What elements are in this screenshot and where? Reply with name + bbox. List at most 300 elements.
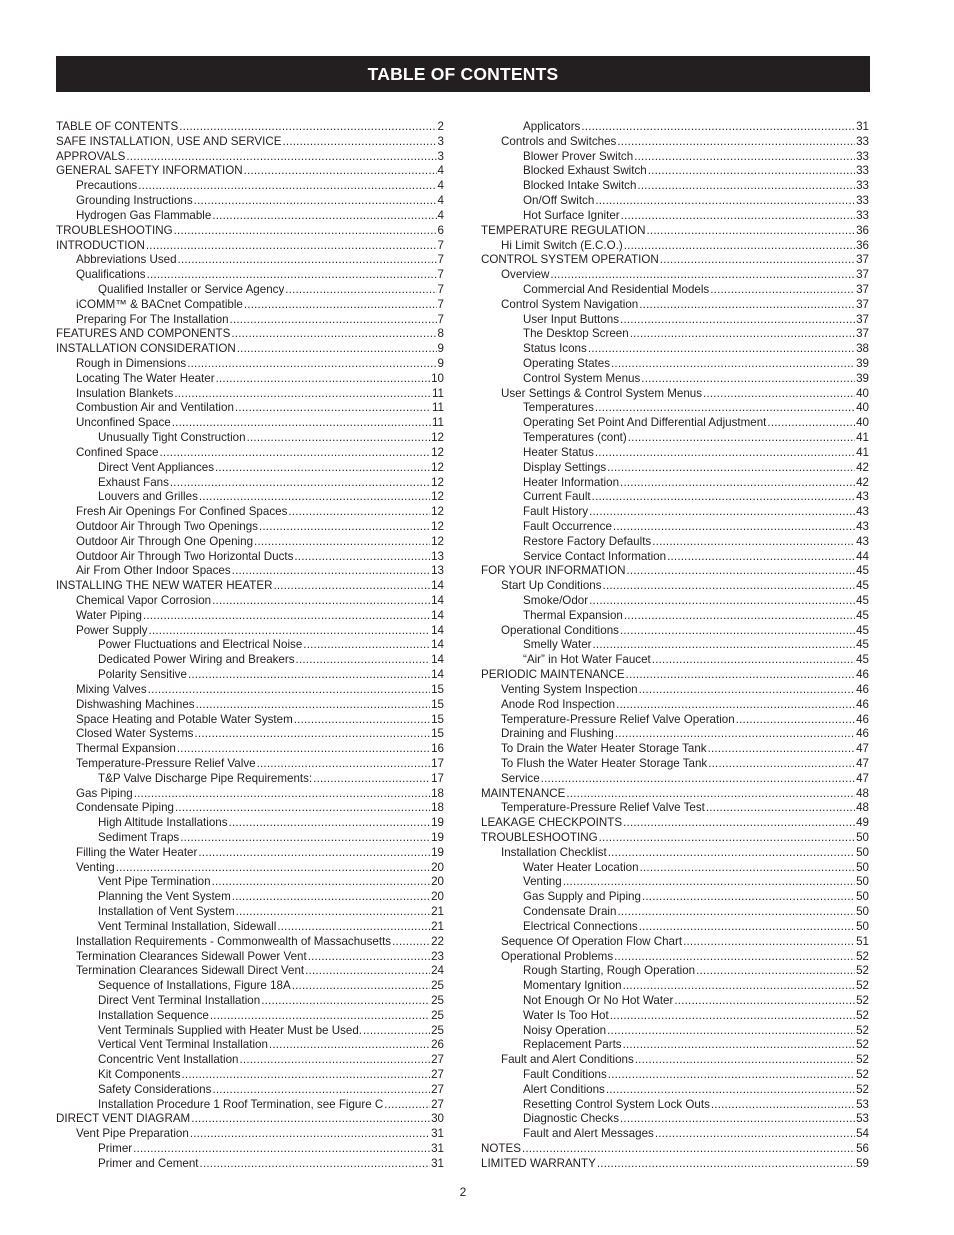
toc-dot-leader: [133, 787, 430, 802]
toc-entry-title: Condensate Piping: [76, 801, 174, 815]
toc-entry[interactable]: [481, 950, 869, 965]
toc-entry[interactable]: [481, 357, 869, 372]
toc-entry-title: Controls and Switches: [501, 134, 617, 148]
toc-dot-leader: [596, 1157, 855, 1172]
toc-entry[interactable]: [481, 490, 869, 505]
toc-entry[interactable]: [56, 550, 444, 565]
toc-entry[interactable]: [481, 579, 869, 594]
toc-entry-title: Heater Status: [523, 445, 594, 459]
toc-entry-page: 52: [856, 1038, 869, 1052]
toc-entry[interactable]: [56, 164, 444, 179]
toc-entry[interactable]: [56, 268, 444, 283]
toc-entry-title: Applicators: [523, 120, 581, 133]
toc-dot-leader: [236, 342, 437, 357]
toc-entry-title: Installation of Vent System: [98, 905, 235, 919]
toc-entry-title: INSTALLATION CONSIDERATION: [56, 342, 236, 356]
toc-entry[interactable]: [56, 1112, 444, 1127]
toc-entry-title: Confined Space: [76, 445, 159, 459]
toc-entry-page: 33: [856, 208, 869, 222]
toc-dot-leader: [256, 757, 431, 772]
toc-entry[interactable]: [56, 431, 444, 446]
toc-entry-page: 25: [431, 993, 444, 1007]
toc-entry-page: 59: [856, 1156, 869, 1170]
toc-entry[interactable]: [56, 950, 444, 965]
toc-entry[interactable]: [481, 476, 869, 491]
toc-entry[interactable]: [56, 1024, 444, 1039]
toc-entry[interactable]: [481, 1068, 869, 1083]
toc-dot-leader: [602, 579, 856, 594]
toc-entry[interactable]: [56, 520, 444, 535]
toc-entry[interactable]: [56, 964, 444, 979]
toc-entry[interactable]: [56, 150, 444, 165]
toc-dot-leader: [666, 550, 855, 565]
toc-entry-page: 50: [856, 890, 869, 904]
toc-entry[interactable]: [56, 135, 444, 150]
toc-entry[interactable]: [56, 875, 444, 890]
toc-entry-page: 15: [431, 712, 444, 726]
toc-entry[interactable]: [56, 905, 444, 920]
toc-entry-title: Safety Considerations: [98, 1082, 212, 1096]
toc-entry-page: 19: [431, 831, 444, 844]
toc-entry-title: Concentric Vent Installation: [98, 1053, 239, 1067]
toc-entry[interactable]: [56, 772, 444, 787]
toc-entry-page: 40: [856, 416, 869, 430]
toc-entry[interactable]: [56, 1083, 444, 1098]
toc-entry[interactable]: [481, 179, 869, 194]
toc-entry[interactable]: [56, 787, 444, 802]
toc-dot-leader: [562, 875, 855, 890]
toc-entry[interactable]: [481, 801, 869, 816]
toc-entry[interactable]: [481, 683, 869, 698]
toc-dot-leader: [260, 994, 430, 1009]
toc-dot-leader: [622, 979, 856, 994]
toc-entry[interactable]: [56, 490, 444, 505]
toc-entry[interactable]: [56, 713, 444, 728]
toc-entry[interactable]: [481, 653, 869, 668]
toc-entry[interactable]: [56, 831, 444, 846]
toc-entry[interactable]: [481, 920, 869, 935]
toc-entry[interactable]: [56, 1098, 444, 1113]
toc-dot-leader: [607, 1068, 855, 1083]
toc-entry[interactable]: [56, 935, 444, 950]
toc-entry-page: 7: [437, 268, 444, 282]
toc-entry-page: 18: [431, 801, 444, 815]
toc-entry[interactable]: [56, 1127, 444, 1142]
toc-entry-page: 33: [856, 164, 869, 178]
toc-dot-leader: [605, 1083, 855, 1098]
toc-dot-leader: [607, 846, 855, 861]
toc-entry[interactable]: [481, 594, 869, 609]
toc-entry[interactable]: [56, 668, 444, 683]
toc-entry[interactable]: [481, 1024, 869, 1039]
toc-entry[interactable]: [481, 1142, 869, 1157]
toc-entry-title: Water Is Too Hot: [523, 1008, 609, 1022]
toc-dot-leader: [115, 861, 430, 876]
toc-dot-leader: [640, 372, 855, 387]
toc-entry[interactable]: [56, 179, 444, 194]
toc-entry[interactable]: [56, 861, 444, 876]
toc-entry[interactable]: [481, 979, 869, 994]
toc-entry-page: 31: [431, 1127, 444, 1141]
toc-entry[interactable]: [56, 372, 444, 387]
toc-entry[interactable]: [56, 742, 444, 757]
toc-dot-leader: [282, 135, 437, 150]
toc-entry-page: 15: [431, 682, 444, 696]
toc-entry[interactable]: [56, 1142, 444, 1157]
toc-dot-leader: [619, 624, 855, 639]
toc-entry[interactable]: [56, 638, 444, 653]
toc-dot-leader: [258, 520, 430, 535]
toc-entry[interactable]: [56, 239, 444, 254]
toc-entry[interactable]: [481, 313, 869, 328]
toc-dot-leader: [619, 1112, 855, 1127]
toc-entry-title: Smoke/Odor: [523, 594, 589, 607]
toc-entry-page: 52: [856, 1053, 869, 1067]
toc-dot-leader: [615, 698, 855, 713]
toc-entry[interactable]: [481, 120, 869, 135]
toc-dot-leader: [293, 713, 430, 728]
toc-entry-page: 6: [437, 223, 444, 237]
toc-entry[interactable]: [56, 194, 444, 209]
toc-entry-title: Dishwashing Machines: [76, 697, 195, 711]
toc-entry[interactable]: [481, 431, 869, 446]
toc-entry-title: To Flush the Water Heater Storage Tank: [501, 756, 708, 770]
toc-entry[interactable]: [56, 594, 444, 609]
toc-dot-leader: [619, 313, 855, 328]
toc-entry[interactable]: [481, 1098, 869, 1113]
toc-entry[interactable]: [56, 816, 444, 831]
toc-entry[interactable]: [56, 327, 444, 342]
toc-entry[interactable]: [56, 535, 444, 550]
toc-entry[interactable]: [481, 387, 869, 402]
toc-dot-leader: [231, 890, 430, 905]
toc-entry[interactable]: [481, 668, 869, 683]
toc-entry-title: Outdoor Air Through One Opening: [76, 534, 254, 548]
toc-entry[interactable]: [56, 1157, 444, 1172]
toc-entry[interactable]: [481, 831, 869, 846]
toc-dot-leader: [169, 476, 430, 491]
toc-entry[interactable]: [481, 698, 869, 713]
toc-entry[interactable]: [56, 609, 444, 624]
toc-entry-page: 20: [431, 875, 444, 889]
toc-entry[interactable]: [481, 550, 869, 565]
toc-dot-leader: [234, 401, 431, 416]
toc-dot-leader: [588, 505, 855, 520]
toc-entry-title: The Desktop Screen: [523, 327, 629, 341]
toc-entry[interactable]: [56, 401, 444, 416]
toc-entry-page: 37: [856, 297, 869, 311]
toc-dot-leader: [616, 135, 855, 150]
toc-entry[interactable]: [481, 253, 869, 268]
toc-entry[interactable]: [56, 1009, 444, 1024]
toc-entry[interactable]: [481, 713, 869, 728]
toc-entry[interactable]: [481, 994, 869, 1009]
toc-dot-leader: [176, 742, 430, 757]
toc-entry[interactable]: [481, 298, 869, 313]
toc-entry[interactable]: [56, 624, 444, 639]
toc-entry[interactable]: [481, 935, 869, 950]
toc-entry-page: 14: [431, 594, 444, 607]
toc-dot-leader: [181, 1068, 431, 1083]
toc-entry-title: Heater Information: [523, 475, 620, 489]
toc-entry[interactable]: [481, 861, 869, 876]
toc-dot-leader: [594, 194, 855, 209]
toc-entry-title: User Input Buttons: [523, 312, 620, 326]
toc-entry[interactable]: [481, 1009, 869, 1024]
toc-entry[interactable]: [481, 401, 869, 416]
toc-entry-title: Dedicated Power Wiring and Breakers: [98, 653, 295, 667]
toc-entry-page: 9: [437, 342, 444, 356]
toc-entry[interactable]: [56, 387, 444, 402]
toc-dot-leader: [634, 1053, 855, 1068]
toc-entry-title: Water Heater Location: [523, 860, 639, 874]
toc-entry-title: Replacement Parts: [523, 1038, 622, 1052]
toc-entry-page: 11: [431, 416, 444, 430]
toc-dot-leader: [142, 609, 430, 624]
toc-entry[interactable]: [481, 846, 869, 861]
toc-entry-page: 39: [856, 371, 869, 385]
toc-entry[interactable]: [56, 357, 444, 372]
toc-entry-page: 47: [856, 756, 869, 770]
toc-entry-page: 11: [431, 401, 444, 415]
toc-entry[interactable]: [56, 505, 444, 520]
toc-entry-page: 50: [856, 875, 869, 889]
toc-dot-leader: [243, 164, 437, 179]
toc-entry[interactable]: [481, 239, 869, 254]
toc-entry-title: CONTROL SYSTEM OPERATION: [481, 253, 659, 267]
toc-entry-page: 45: [856, 638, 869, 652]
toc-entry[interactable]: [481, 268, 869, 283]
toc-entry[interactable]: [481, 1127, 869, 1142]
toc-entry-title: Control System Navigation: [501, 297, 639, 311]
toc-entry-title: Gas Piping: [76, 786, 133, 800]
toc-entry-title: Overview: [501, 268, 550, 282]
toc-entry[interactable]: [481, 461, 869, 476]
toc-entry[interactable]: [56, 653, 444, 668]
toc-entry[interactable]: [481, 875, 869, 890]
toc-entry[interactable]: [56, 1038, 444, 1053]
toc-entry[interactable]: [481, 209, 869, 224]
toc-entry-page: 53: [856, 1112, 869, 1126]
toc-entry[interactable]: [56, 446, 444, 461]
toc-entry[interactable]: [481, 224, 869, 239]
toc-dot-leader: [594, 401, 855, 416]
toc-dot-leader: [705, 801, 855, 816]
toc-entry-title: Vent Pipe Preparation: [76, 1127, 189, 1141]
toc-entry[interactable]: [481, 757, 869, 772]
toc-entry-page: 14: [431, 653, 444, 667]
toc-entry-page: 46: [856, 727, 869, 741]
toc-entry[interactable]: [481, 135, 869, 150]
toc-entry-page: 47: [856, 742, 869, 756]
toc-dot-leader: [125, 150, 436, 165]
toc-entry[interactable]: [56, 416, 444, 431]
toc-dot-leader: [193, 194, 437, 209]
toc-entry[interactable]: [481, 150, 869, 165]
toc-dot-leader: [179, 831, 430, 846]
toc-dot-leader: [253, 535, 430, 550]
toc-dot-leader: [177, 253, 437, 268]
toc-entry[interactable]: [481, 1053, 869, 1068]
toc-entry[interactable]: [481, 1112, 869, 1127]
toc-entry-title: Sequence of Installations, Figure 18A: [98, 979, 291, 993]
toc-entry[interactable]: [481, 624, 869, 639]
toc-entry-page: 37: [856, 312, 869, 326]
toc-entry[interactable]: [481, 1038, 869, 1053]
toc-dot-leader: [146, 268, 437, 283]
toc-entry-title: Temperatures (cont): [523, 431, 627, 445]
toc-entry-title: Alert Conditions: [523, 1082, 605, 1096]
toc-entry[interactable]: [481, 564, 869, 579]
toc-entry-title: INSTALLING THE NEW WATER HEATER: [56, 579, 273, 593]
toc-dot-leader: [659, 253, 855, 268]
toc-entry[interactable]: [481, 1083, 869, 1098]
toc-entry[interactable]: [481, 638, 869, 653]
toc-entry-title: Planning the Vent System: [98, 890, 231, 904]
toc-entry-page: 14: [431, 623, 444, 637]
toc-entry[interactable]: [56, 461, 444, 476]
toc-dot-leader: [147, 683, 430, 698]
toc-entry-title: Qualifications: [76, 268, 146, 282]
toc-entry[interactable]: [56, 564, 444, 579]
toc-entry-title: APPROVALS: [56, 149, 126, 163]
toc-entry[interactable]: [56, 283, 444, 298]
toc-entry[interactable]: [56, 727, 444, 742]
toc-entry-title: User Settings & Control System Menus: [501, 386, 703, 400]
toc-entry-title: Diagnostic Checks: [523, 1112, 620, 1126]
toc-entry[interactable]: [56, 757, 444, 772]
toc-entry-page: 7: [437, 238, 444, 252]
toc-entry[interactable]: [56, 120, 444, 135]
toc-entry[interactable]: [56, 209, 444, 224]
toc-entry[interactable]: [481, 787, 869, 802]
toc-entry-page: 20: [431, 860, 444, 874]
toc-entry[interactable]: [481, 327, 869, 342]
toc-entry[interactable]: [56, 979, 444, 994]
toc-entry[interactable]: [481, 194, 869, 209]
toc-entry[interactable]: [481, 283, 869, 298]
toc-entry[interactable]: [481, 1157, 869, 1172]
toc-entry-page: 3: [437, 134, 444, 148]
toc-dot-leader: [174, 801, 430, 816]
toc-dot-leader: [654, 1127, 855, 1142]
toc-entry[interactable]: [56, 846, 444, 861]
toc-entry[interactable]: [56, 313, 444, 328]
toc-entry[interactable]: [56, 476, 444, 491]
toc-entry[interactable]: [481, 609, 869, 624]
toc-entry-title: Outdoor Air Through Two Horizontal Ducts: [76, 549, 294, 563]
toc-entry[interactable]: [481, 342, 869, 357]
toc-entry[interactable]: [481, 772, 869, 787]
toc-dot-leader: [598, 831, 855, 846]
toc-entry-page: 50: [856, 905, 869, 919]
toc-dot-leader: [638, 920, 855, 935]
toc-entry[interactable]: [481, 416, 869, 431]
toc-entry[interactable]: [56, 298, 444, 313]
toc-entry-page: 14: [431, 668, 444, 682]
toc-entry-page: 52: [856, 1008, 869, 1022]
toc-entry[interactable]: [56, 920, 444, 935]
toc-entry[interactable]: [481, 890, 869, 905]
toc-dot-leader: [199, 1157, 431, 1172]
toc-entry-page: 33: [856, 194, 869, 208]
toc-entry-page: 42: [856, 475, 869, 489]
toc-dot-leader: [610, 357, 855, 372]
toc-entry-page: 50: [856, 831, 869, 844]
toc-entry[interactable]: [481, 164, 869, 179]
toc-entry-title: Rough Starting, Rough Operation: [523, 964, 696, 978]
toc-entry[interactable]: [481, 742, 869, 757]
toc-entry-title: Direct Vent Appliances: [98, 460, 215, 474]
toc-entry-page: 12: [431, 490, 444, 504]
toc-entry-page: 45: [856, 608, 869, 622]
toc-entry[interactable]: [481, 520, 869, 535]
toc-entry-title: Power Fluctuations and Electrical Noise: [98, 638, 303, 652]
toc-dot-leader: [707, 757, 855, 772]
toc-entry-page: 48: [856, 786, 869, 800]
toc-entry[interactable]: [56, 1053, 444, 1068]
toc-entry-title: Installation Sequence: [98, 1008, 209, 1022]
toc-entry[interactable]: [56, 801, 444, 816]
toc-entry-title: Installation Requirements - Commonwealth of Massachusetts: [76, 934, 392, 948]
toc-entry[interactable]: [56, 224, 444, 239]
toc-entry[interactable]: [56, 994, 444, 1009]
toc-entry-page: 13: [431, 564, 444, 578]
toc-entry-page: 7: [437, 253, 444, 267]
toc-header-bar: [56, 56, 870, 92]
toc-entry[interactable]: [56, 890, 444, 905]
toc-dot-leader: [613, 950, 855, 965]
toc-entry-title: Display Settings: [523, 460, 607, 474]
toc-entry-title: Vertical Vent Terminal Installation: [98, 1038, 268, 1052]
toc-entry[interactable]: [56, 253, 444, 268]
toc-entry-page: 14: [431, 579, 444, 593]
toc-entry[interactable]: [56, 698, 444, 713]
toc-dot-leader: [211, 209, 436, 224]
toc-entry-page: 4: [437, 164, 444, 178]
toc-entry-page: 50: [856, 845, 869, 859]
toc-entry-page: 23: [431, 949, 444, 963]
toc-entry[interactable]: [481, 372, 869, 387]
toc-entry[interactable]: [481, 535, 869, 550]
toc-entry-title: MAINTENANCE: [481, 786, 566, 800]
toc-entry-title: Restore Factory Defaults: [523, 534, 652, 548]
toc-entry-page: 4: [437, 194, 444, 208]
toc-dot-leader: [295, 653, 431, 668]
toc-entry[interactable]: [481, 816, 869, 831]
toc-entry[interactable]: [481, 964, 869, 979]
toc-entry[interactable]: [481, 505, 869, 520]
toc-entry[interactable]: [56, 342, 444, 357]
toc-entry[interactable]: [481, 905, 869, 920]
toc-entry[interactable]: [56, 1068, 444, 1083]
toc-entry-title: Fresh Air Openings For Confined Spaces: [76, 505, 288, 519]
toc-entry-page: 4: [437, 179, 444, 193]
toc-entry-title: NOTES: [481, 1142, 521, 1156]
toc-entry[interactable]: [56, 683, 444, 698]
toc-dot-leader: [239, 1053, 431, 1068]
toc-entry-title: SAFE INSTALLATION, USE AND SERVICE: [56, 134, 282, 148]
toc-entry-page: 52: [856, 979, 869, 993]
toc-entry-page: 12: [431, 460, 444, 474]
toc-entry-title: Temperature-Pressure Relief Valve: [76, 756, 256, 770]
toc-entry[interactable]: [481, 446, 869, 461]
toc-dot-leader: [766, 416, 855, 431]
toc-entry-page: 9: [437, 357, 444, 370]
toc-entry-title: Fault Occurrence: [523, 519, 612, 533]
toc-entry[interactable]: [56, 579, 444, 594]
toc-entry[interactable]: [481, 727, 869, 742]
